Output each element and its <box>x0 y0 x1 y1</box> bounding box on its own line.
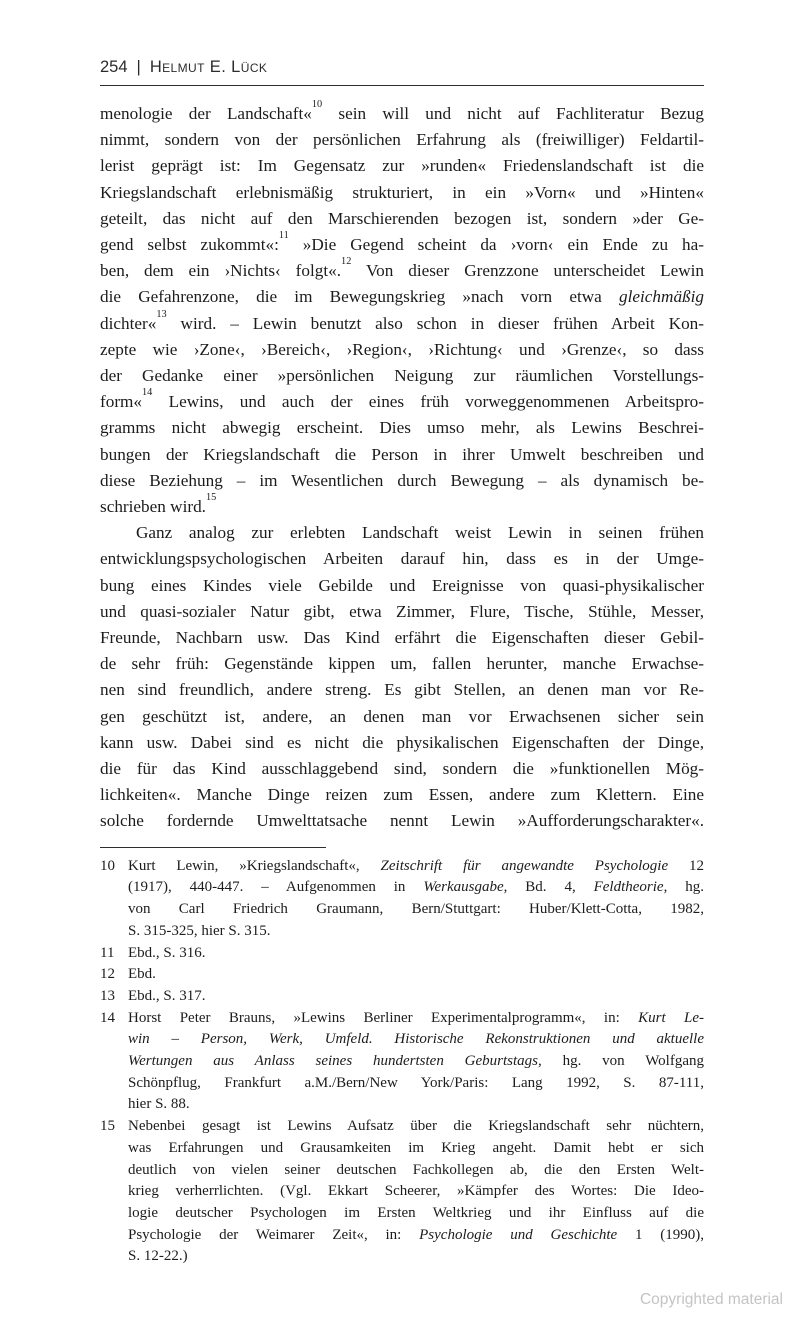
footnote <box>100 964 704 986</box>
text-line: entwicklungspsychologischen Arbeiten darauf hin, dass es in der Umge- <box>100 549 704 569</box>
text-line: krieg verherrlichten. (Vgl. Ekkart Scheerer, »Kämpfer des Wortes: Die Ideo- <box>128 1183 704 1200</box>
text-line: nimmt, sondern von der persönlichen Erfahrung als (freiwilliger) Feldartil- <box>100 130 704 150</box>
text-line: Kriegslandschaft erlebnismäßig strukturiert, in ein »Vorn« und »Hinten« <box>100 182 704 202</box>
footnote <box>100 986 704 1008</box>
text-line: Kurt Lewin, »Kriegslandschaft«, Zeitschrift für angewandte Psychologie 12 <box>128 857 704 874</box>
text-line: die für das Kind ausschlaggebend sind, sondern die »funktionellen Mög- <box>100 759 704 779</box>
text-line: schrieben wird.$^{15}$ <box>100 492 217 517</box>
text-line: und quasi-sozialer Natur gibt, etwa Zimmer, Flure, Tische, Stühle, Messer, <box>100 601 704 621</box>
footnote-number: 10 <box>100 857 115 874</box>
text-line: (1917), 440-447. – Aufgenommen in Werkausgabe, Bd. 4, Feldtheorie, hg. <box>128 879 704 896</box>
footnote-text <box>128 986 704 1008</box>
footnote <box>100 856 704 943</box>
copyright-watermark: Copyrighted material <box>639 1291 783 1308</box>
text-line: Ebd., S. 316. <box>128 944 206 961</box>
text-line: deutlich von vielen seiner deutschen Fachkollegen ab, die den Ersten Welt- <box>128 1161 704 1178</box>
footnote-number: 13 <box>100 987 115 1004</box>
text-line: bung eines Kindes viele Gebilde und Ereignisse von quasi-physikalischer <box>100 575 704 595</box>
footnote <box>100 943 704 965</box>
text-line: hier S. 88. <box>128 1096 190 1113</box>
footnote-text <box>128 964 704 986</box>
text-line: Horst Peter Brauns, »Lewins Berliner Experimentalprogramm«, in: Kurt Le- <box>128 1009 704 1026</box>
paragraph <box>100 101 704 520</box>
text-line: gramms nicht abwegig erscheint. Dies umso mehr, als Lewins Beschrei- <box>100 418 704 438</box>
text-line: von Carl Friedrich Graumann, Bern/Stuttgart: Huber/Klett-Cotta, 1982, <box>128 901 704 918</box>
footnote-text <box>128 943 704 965</box>
footnote-number: 15 <box>100 1118 115 1135</box>
text-line: dichter«$^{13}$ wird. – Lewin benutzt also schon in dieser frühen Arbeit Kon- <box>100 308 704 333</box>
footnote-number: 12 <box>100 966 115 983</box>
text-line: geteilt, das nicht auf den Marschierenden bezogen ist, sondern »der Ge- <box>100 208 704 228</box>
text-line: gen geschützt ist, andere, an denen man vor Erwachsenen sicher sein <box>100 706 704 726</box>
footnote-text <box>128 1008 704 1117</box>
text-line: Ebd. <box>128 966 156 983</box>
text-line: Freunde, Nachbarn usw. Das Kind erfährt die Eigenschaften dieser Gebil- <box>100 628 704 648</box>
text-line: Ganz analog zur erlebten Landschaft weist Lewin in seinen frühen <box>136 523 704 543</box>
text-line: Nebenbei gesagt ist Lewins Aufsatz über die Kriegslandschaft sehr nüchtern, <box>128 1118 704 1135</box>
text-line: solche fordernde Umwelttatsache nennt Lewin »Aufforderungscharakter«. <box>100 811 704 831</box>
text-line: was Erfahrungen und Grausamkeiten im Krieg angeht. Damit hebt er sich <box>128 1139 704 1156</box>
text-line: Psychologie der Weimarer Zeit«, in: Psychologie und Geschichte 1 (1990), <box>128 1226 704 1243</box>
text-line: zepte wie ›Zone‹, ›Bereich‹, ›Region‹, ›Richtung‹ und ›Grenze‹, so dass <box>100 339 704 359</box>
text-line: gend selbst zukommt«:$^{11}$ »Die Gegend scheint da ›vorn‹ ein Ende zu ha- <box>100 230 704 255</box>
text-line: lerist geprägt ist: Im Gegensatz zur »runden« Friedenslandschaft ist die <box>100 156 704 176</box>
footnote-text <box>128 856 704 943</box>
running-header <box>100 58 704 86</box>
text-line: S. 12-22.) <box>128 1248 188 1265</box>
footnote-text <box>128 1116 704 1268</box>
text-line: S. 315-325, hier S. 315. <box>128 922 271 939</box>
text-line: der Gedanke einer »persönlichen Neigung zur räumlichen Vorstellungs- <box>100 366 704 386</box>
text-line: de sehr früh: Gegenstände kippen um, fallen herunter, manche Erwachse- <box>100 654 704 674</box>
text-line: Schönpflug, Frankfurt a.M./Bern/New York/Paris: Lang 1992, S. 87-111, <box>128 1074 704 1091</box>
footnote-number: 14 <box>100 1009 115 1026</box>
page-number: 254 <box>100 58 128 76</box>
text-line: Wertungen aus Anlass seines hundertsten Geburtstags, hg. von Wolfgang <box>128 1053 704 1070</box>
text-line: ben, dem ein ›Nichts‹ folgt«.$^{12}$ Von dieser Grenzzone unterscheidet Lewin <box>100 256 704 281</box>
footnote <box>100 1116 704 1268</box>
text-line: diese Beziehung – im Wesentlichen durch Bewegung – als dynamisch be- <box>100 470 704 490</box>
text-line: die Gefahrenzone, die im Bewegungskrieg »nach vorn etwa gleichmäßig <box>100 287 704 307</box>
text-line: form«$^{14}$ Lewins, und auch der eines früh vorweggenommenen Arbeitspro- <box>100 387 704 412</box>
footnote-number: 11 <box>100 944 115 961</box>
text-line: win – Person, Werk, Umfeld. Historische Rekonstruktionen und aktuelle <box>128 1031 704 1048</box>
footnote-separator-rule <box>100 847 326 848</box>
text-line: Ebd., S. 317. <box>128 987 206 1004</box>
text-line: menologie der Landschaft«$^{10}$ sein will und nicht auf Fachliteratur Bezug <box>100 99 704 123</box>
author-name: Helmut E. Lück <box>149 58 268 76</box>
text-line: nen sind freundlich, andere streng. Es gibt Stellen, an denen man vor Re- <box>100 680 704 700</box>
footnotes-section <box>100 856 704 1268</box>
footnote <box>100 1008 704 1117</box>
page-content <box>100 58 704 1268</box>
header-divider: | <box>136 58 141 76</box>
text-line: logie deutscher Psychologen im Ersten Weltkrieg und ihr Einfluss auf die <box>128 1204 704 1221</box>
body-text <box>100 101 704 835</box>
text-line: bungen der Kriegslandschaft die Person in ihrer Umwelt beschreiben und <box>100 444 704 464</box>
paragraph <box>100 520 704 834</box>
text-line: kann usw. Dabei sind es nicht die physikalischen Eigenschaften der Dinge, <box>100 732 704 752</box>
text-line: lichkeiten«. Manche Dinge reizen zum Essen, andere zum Klettern. Eine <box>100 785 704 805</box>
